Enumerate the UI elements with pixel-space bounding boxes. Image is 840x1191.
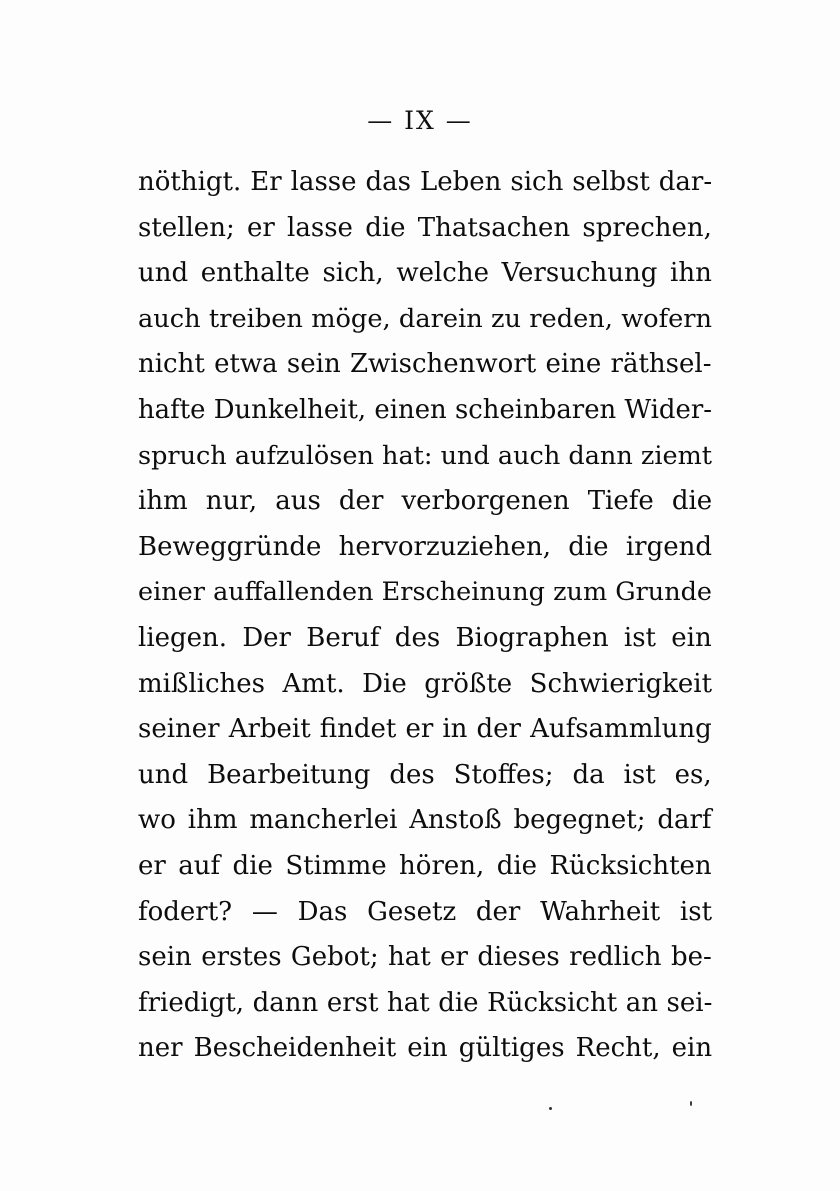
text-line: seiner Arbeit findet er in der Aufsammlung	[138, 714, 712, 745]
text-line: ihm nur, aus der verborgenen Tiefe die	[138, 486, 713, 517]
text-line: hafte Dunkelheit, einen scheinbaren Wider-	[138, 394, 712, 425]
paper-speck	[690, 1101, 692, 1106]
text-line: einer auffallenden Erscheinung zum Grunde	[138, 577, 712, 608]
text-line: sein erstes Gebot; hat er dieses redlich be-	[138, 942, 712, 973]
text-line: friedigt, dann erst hat die Rücksicht an sei-	[138, 987, 713, 1018]
text-line: wo ihm mancherlei Anstoß begegnet; darf	[138, 805, 712, 836]
text-line: liegen. Der Beruf des Biographen ist ein	[138, 622, 712, 653]
text-line: spruch aufzulösen hat: und auch dann ziemt	[138, 440, 712, 471]
text-line: stellen; er lasse die Thatsachen sprechen,	[138, 212, 712, 243]
text-line: er auf die Stimme hören, die Rücksichten	[138, 850, 712, 881]
paper-speck	[549, 1107, 552, 1110]
text-line: Beweggründe hervorzuziehen, die irgend	[138, 531, 712, 562]
body-text	[138, 160, 712, 1072]
text-line: und Bearbeitung des Stoffes; da ist es,	[138, 759, 712, 790]
text-line: nöthigt. Er lasse das Leben sich selbst dar-	[138, 167, 713, 197]
text-line: fodert? — Das Gesetz der Wahrheit ist	[138, 896, 713, 927]
text-line: nicht etwa sein Zwischenwort eine räthsel-	[138, 349, 712, 380]
text-line: ner Bescheidenheit ein gültiges Recht, ein	[138, 1033, 713, 1064]
text-line: und enthalte sich, welche Versuchung ihn	[138, 258, 712, 289]
page-number-header: — IX —	[367, 106, 473, 135]
text-line: auch treiben möge, darein zu reden, wofern	[138, 303, 712, 334]
text-line: mißliches Amt. Die größte Schwierigkeit	[138, 668, 713, 699]
